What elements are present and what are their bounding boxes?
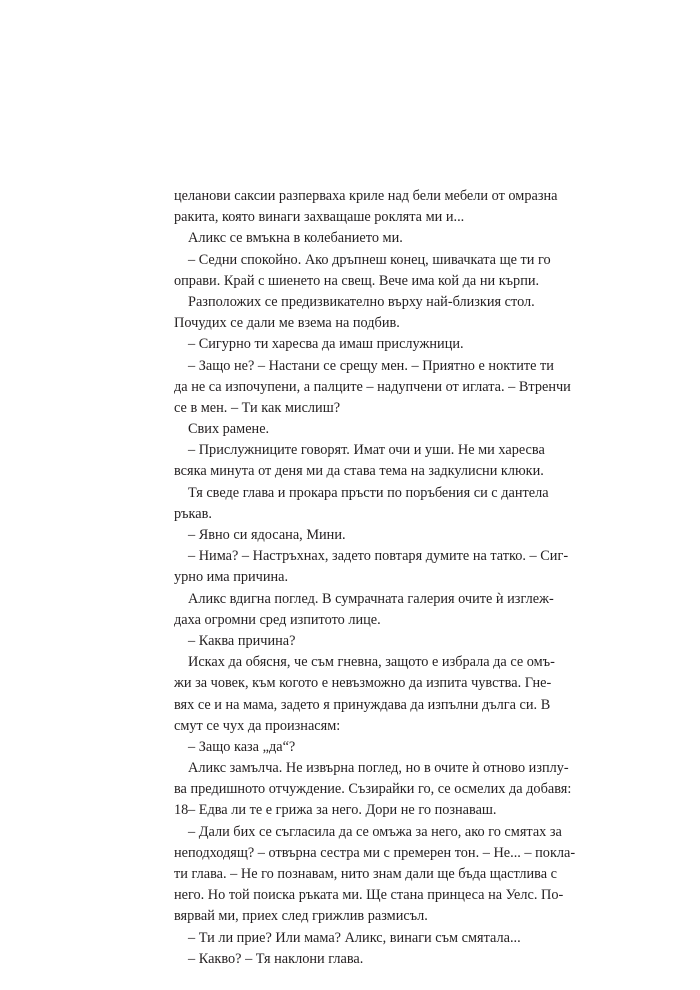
text-line: Почудих се дали ме взема на подбив. [174,315,400,332]
text-line: – Защо каза „да“? [188,738,296,755]
text-line: – Ти ли прие? Или мама? Аликс, винаги съм смятала... [188,929,521,946]
text-line: – Какво? – Тя наклони глава. [188,950,364,967]
text-line: смут се чух да произнасям: [174,717,341,734]
text-line: – Явно си ядосана, Мини. [188,527,346,543]
text-line: неподходящ? – отвърна сестра ми с премерен тон. – Не... – покла- [174,844,576,861]
text-line: урно има причина. [174,569,289,586]
body-text [174,186,576,970]
text-line: – Едва ли те е грижа за него. Дори не го познаваш. [188,802,497,819]
text-line: целанови саксии разперваха криле над бели мебели от омразна [174,188,558,204]
text-line: – Защо не? – Настани се срещу мен. – Приятно е ноктите ти [188,357,554,374]
page-number: 18 [174,802,189,818]
text-line: Тя сведе глава и прокара пръсти по поръбения си с дантела [188,484,549,501]
text-line: жи за човек, към когото е невъзможно да изпита чувства. Гне- [174,675,552,692]
text-line: Разположих се предизвикателно върху най-близкия стол. [188,293,535,310]
text-line: оправи. Край с шиенето на свещ. Вече има кой да ни кърпи. [174,272,540,289]
text-line: – Дали бих се съгласила да се омъжа за него, ако го смятах за [188,823,562,840]
text-line: вях се и на мама, задето я принуждава да изпълни дълга си. В [174,696,551,713]
text-line: – Нима? – Настръхнах, задето повтаря думите на татко. – Сиг- [188,548,569,565]
text-line: Аликс замълча. Не извърна поглед, но в очите ѝ отново изплу- [188,760,569,777]
text-line: Исках да обясня, че съм гневна, защото е избрала да се омъ- [188,654,555,671]
text-line: всяка минута от деня ми да става тема на задкулисни клюки. [174,463,544,480]
text-line: Свих рамене. [188,421,270,438]
text-line: даха огромни сред изпитото лице. [174,611,381,628]
text-line: да не са изпочупени, а палците – надупчени от иглата. – Втренчи [174,378,571,395]
text-line: Аликс вдигна поглед. В сумрачната галерия очите ѝ изглеж- [188,590,554,607]
text-line: се в мен. – Ти как мислиш? [174,399,341,416]
text-line: – Каква причина? [188,632,296,649]
text-line: него. Но той поиска ръката ми. Ще стана принцеса на Уелс. По- [174,887,564,904]
text-line: – Сигурно ти харесва да имаш прислужници. [188,336,464,353]
text-line: – Прислужниците говорят. Имат очи и уши. Не ми харесва [188,442,545,459]
text-line: ракита, която винаги захващаше роклята ми и... [174,209,465,226]
text-line: ръкав. [174,505,212,522]
text-line: ти глава. – Не го познавам, нито знам дали ще бъда щастлива с [174,866,557,882]
text-line: ва предишното отчуждение. Съзирайки го, се осмелих да добавя: [174,781,572,798]
text-line: Аликс се вмъкна в колебанието ми. [188,230,403,247]
text-line: вярвай ми, приех след грижлив размисъл. [174,908,428,925]
text-line: – Седни спокойно. Ако дръпнеш конец, шивачката ще ти го [188,251,551,268]
